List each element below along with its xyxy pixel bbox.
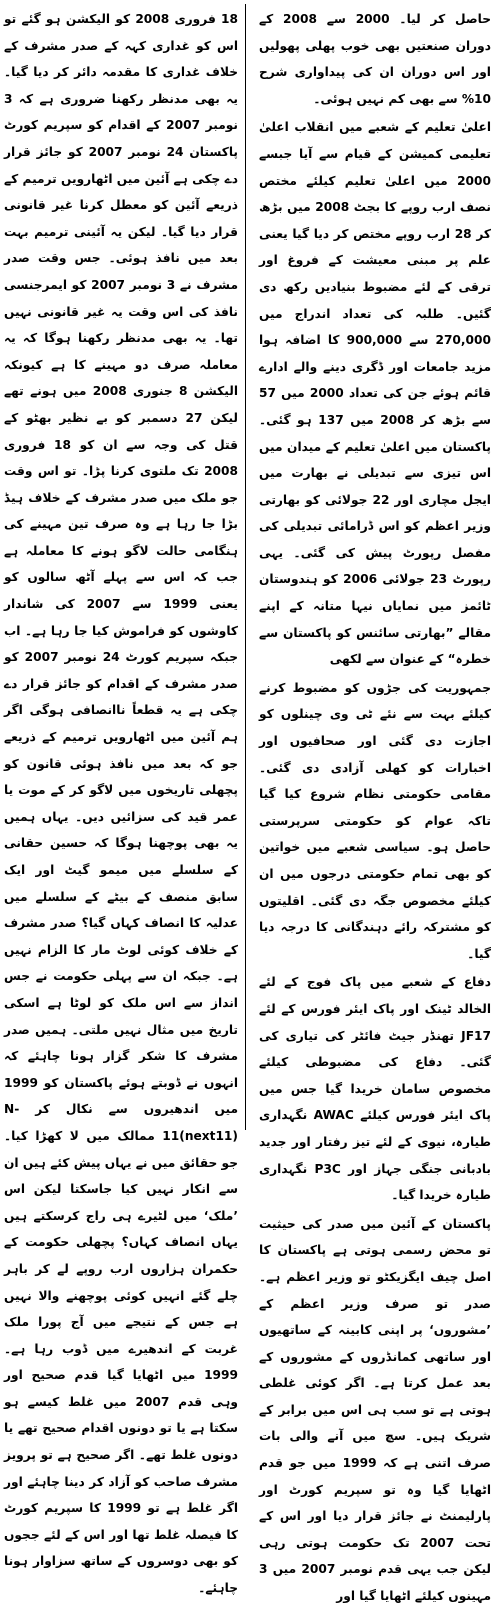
article-left-column (4, 6, 239, 1596)
paragraph-higher-education: اعلیٰ تعلیم کے شعبے میں انقلاب اعلیٰ تعلیمی کمیشن کے قیام سے آیا جبسے 2000 میں اعلیٰ تعلیم کیلئے مختص نصف ارب روپے کا بجٹ 2008 میں بڑھ کر 28 ارب روپے مختص کر دیا گیا یعنی علم پر مبنی معیشت کے فروغ اور ترقی کے لئے مضبوط بنیادیں رکھ دی گئیں۔ طلبہ کی تعداد اندراج میں 270,000 سے 900,000 کا اضافہ ہوا مزید جامعات اور ڈگری دینے والے ادارے قائم ہوئے جن کی تعداد 2000 میں 57 سے بڑھ کر 2008 میں 137 ہو گئی۔ پاکستان میں اعلیٰ تعلیم کے میدان میں اس تیزی سے تبدیلی نے بھارت میں ایجل مچاری اور 22 جولائی کو بھارتی وزیر اعظم کو اس ڈرامائی تبدیلی کی مفصل رپورٹ پیش کی گئی۔ یہی رپورٹ 23 جولائی 2006 کو ہندوستان ٹائمز میں نمایاں نیہا متانہ کے اپنے مقالے ”بھارتی سائنس کو پاکستان سے خطرہ“ کے عنوان سے لکھی (259, 120, 491, 667)
column-divider (245, 4, 246, 1130)
paragraph-industry: حاصل کر لیا۔ 2000 سے 2008 کے دوران صنعتیں بھی خوب پھلی پھولیں اور اس دوران ان کی پیداواری شرح 10% سے بھی کم نہیں ہوئی۔ (259, 12, 491, 106)
paragraph-defence: دفاع کے شعبے میں پاک فوج کے لئے الخالد ٹینک اور پاک ایئر فورس کے لئے JF17 تھنڈر جیٹ فائٹر کی تیاری کی گئی۔ دفاع کی مضبوطی کیلئے مخصوص سامان خریدا گیا جس میں پاک ایئر فورس کیلئے AWAC نگہداری طیارہ، نیوی کے لئے تیز رفتار اور جدید بادبانی جنگی جہاز اور P3C نگہداری طیارہ خریدا گیا۔ (259, 975, 492, 1203)
paragraph-democracy: جمہوریت کی جڑوں کو مضبوط کرنے کیلئے بہت سے نئے ٹی وی چینلوں کو اجازت دی گئی اور صحافیوں اور اخبارات کو کھلی آزادی دی گئی۔ مقامی حکومتی نظام شروع کیا گیا تاکہ عوام کو حکومتی سرپرستی حاصل ہو۔ سیاسی شعبے میں خواتین کو بھی تمام حکومتی درجوں میں ان کیلئے مخصوص جگہ دی گئی۔ اقلیتوں کو مشترکہ رائے دہندگانی کا درجہ دیا گیا۔ (259, 680, 491, 961)
article-right-column (259, 6, 492, 1604)
paragraph-constitution: پاکستان کے آئین میں صدر کی حیثیت تو محض رسمی ہوتی ہے پاکستان کا اصل چیف ایگزیکٹو تو وزیر اعظم ہے۔ صدر تو صرف وزیر اعظم کے ’مشوروں‘ پر اپنی کابینہ کے ساتھیوں اور ساتھی کمانڈروں کے مشوروں کے بعد عمل کرتا ہے۔ اگر کوئی غلطی ہوتی ہے تو سب ہی اس میں برابر کے شریک ہیں۔ سچ میں آنے والی بات صرف اتنی ہے کہ 1999 میں جو قدم اٹھایا گیا وہ تو سپریم کورٹ اور پارلیمنٹ نے جائز قرار دیا اور اس کے تحت 2007 تک حکومت ہوتی رہی لیکن جب یہی قدم نومبر 2007 میں 3 مہینوں کیلئے اٹھایا گیا اور (259, 1216, 491, 1604)
paragraph-continuation: 18 فروری 2008 کو الیکشن ہو گئے تو اس کو غداری کہہ کے صدر مشرف کے خلاف غداری کا مقدمہ دائر کر دیا گیا۔ یہ بھی مدنظر رکھنا ضروری ہے کہ 3 نومبر 2007 کے اقدام کو سپریم کورٹ پاکستان 24 نومبر 2007 کو جائز قرار دے چکی ہے آئین میں اٹھارویں ترمیم کے ذریعے آئین کو معطل کرنا غیر قانونی قرار دیا گیا۔ لیکن یہ آئینی ترمیم بہت بعد میں نافذ ہوئی۔ جس وقت صدر مشرف نے 3 نومبر 2007 کو ایمرجنسی نافذ کی اس وقت یہ غیر قانونی نہیں تھا۔ یہ بھی مدنظر رکھنا ہوگا کہ یہ معاملہ صرف دو مہینے کا ہے کیونکہ الیکشن 8 جنوری 2008 میں ہونے تھے لیکن 27 دسمبر کو بے نظیر بھٹو کے قتل کی وجہ سے ان کو 18 فروری 2008 تک ملتوی کرنا پڑا۔ تو اس وقت جو ملک میں صدر مشرف کے خلاف ہیڈ بڑا جا رہا ہے وہ صرف تین مہینے کی ہنگامی حالت لاگو ہونے کا معاملہ ہے جب کہ اس سے پہلے آٹھ سالوں کو یعنی 1999 سے 2007 کی شاندار کاوشوں کو فراموش کیا جا رہا ہے۔ اب جبکہ سپریم کورٹ 24 نومبر 2007 کو صدر مشرف کے اقدام کو جائز قرار دے چکی ہے یہ قطعاً ناانصافی ہوگی اگر ہم آئین میں اٹھارویں ترمیم کے ذریعے جو کہ بعد میں نافذ ہوئی قانون کو پچھلی تاریخوں میں لاگو کر کے موت یا عمر قید کی سزائیں دیں۔ یہاں ہمیں یہ بھی پوچھنا ہوگا کہ حسین حقانی کے سلسلے میں میمو گیٹ اور ایک سابق منصف کے بیٹے کے سلسلے میں عدلیہ کا انصاف کہاں گیا؟ صدر مشرف کے خلاف کوئی لوٹ مار کا الزام نہیں ہے۔ جبکہ ان سے پہلی حکومت نے جس انداز سے اس ملک کو لوٹا ہے اسکی تاریخ میں مثال نہیں ملتی۔ ہمیں صدر مشرف کا شکر گزار ہونا چاہئے کہ انہوں نے ڈوبتے ہوئے پاکستان کو 1999 میں اندھیروں سے نکال کر N-11(next11) ممالک میں لا کھڑا کیا۔ جو حقائق میں نے یہاں پیش کئے ہیں ان سے انکار نہیں کیا جاسکتا لیکن اس ’ملک‘ میں لٹیرے ہی راج کرسکتے ہیں یہاں انصاف کہاں؟ پچھلی حکومت کے حکمران ہزاروں ارب روپے لے کر باہر چلے گئے انہیں کوئی پوچھنے والا نہیں ہے جس کے نتیجے میں آج پورا ملک غربت کے اندھیرے میں ڈوب رہا ہے۔ 1999 میں اٹھایا گیا قدم صحیح اور وہی قدم 2007 میں غلط کیسے ہو سکتا ہے یا تو دونوں اقدام صحیح تھے یا دونوں غلط تھے۔ اگر صحیح ہے تو پرویز مشرف صاحب کو آزاد کر دینا چاہئے اور اگر غلط ہے تو 1999 کا سپریم کورٹ کا فیصلہ غلط تھا اور اس کے لئے ججوں کو بھی دوسروں کے ساتھ سزاوار ہونا چاہئے۔ (4, 12, 239, 1596)
